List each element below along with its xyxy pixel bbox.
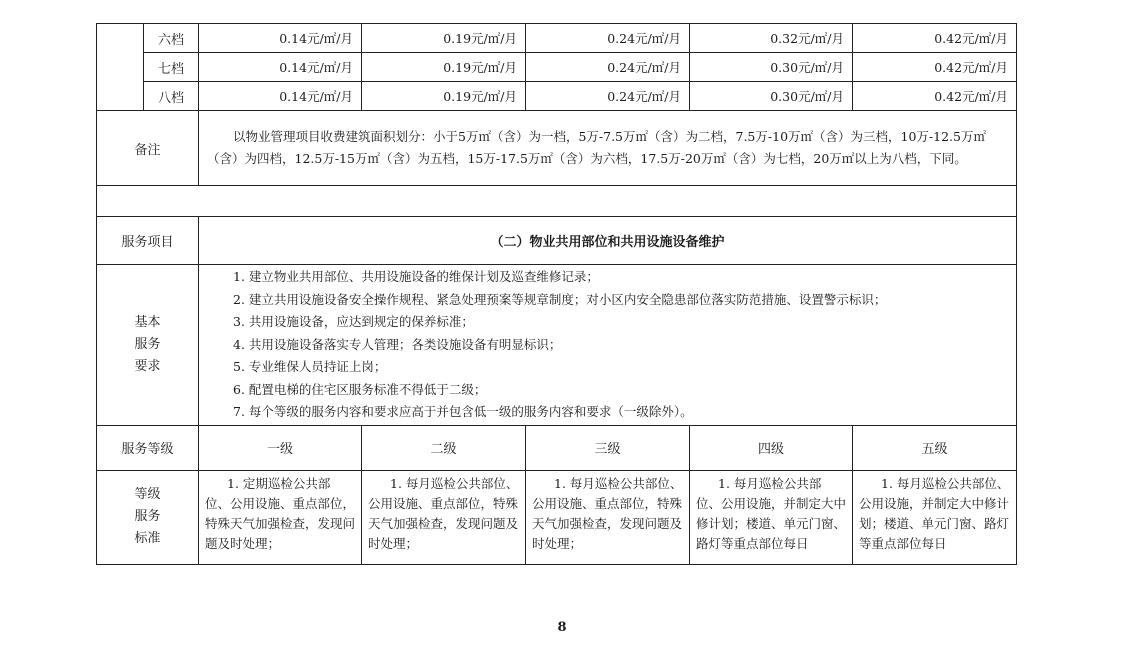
basic-requirements-list — [199, 265, 1017, 426]
label-line: 服务 — [134, 509, 161, 524]
label-line: 基本 — [134, 314, 161, 330]
level-standard-cell — [199, 470, 362, 564]
service-level-label: 服务等级 — [97, 425, 199, 470]
service-item-label: 服务项目 — [97, 217, 199, 265]
label-line: 等级 — [134, 487, 161, 502]
level-standard-cell — [690, 470, 853, 564]
remark-row — [97, 111, 1017, 186]
fee-value: 0.19元/㎡/月 — [362, 82, 526, 111]
fee-row — [97, 24, 1017, 53]
fee-row — [97, 82, 1017, 111]
level-header: 五级 — [853, 425, 1017, 470]
fee-value: 0.42元/㎡/月 — [853, 53, 1017, 82]
fee-value: 0.24元/㎡/月 — [526, 82, 690, 111]
fee-value: 0.14元/㎡/月 — [199, 53, 362, 82]
fee-value: 0.30元/㎡/月 — [690, 82, 853, 111]
fee-value: 0.24元/㎡/月 — [526, 53, 690, 82]
blank-row — [97, 186, 1017, 217]
requirement-item: 4. 共用设施设备落实专人管理；各类设施设备有明显标识； — [233, 336, 562, 352]
fee-value: 0.42元/㎡/月 — [853, 82, 1017, 111]
fee-row — [97, 53, 1017, 82]
level-standard-cell — [853, 470, 1017, 564]
fee-value: 0.30元/㎡/月 — [690, 53, 853, 82]
tier-label: 七档 — [144, 53, 199, 82]
service-item-title: （二）物业共用部位和共用设施设备维护 — [199, 217, 1017, 265]
fee-value: 0.32元/㎡/月 — [690, 24, 853, 53]
fee-value: 0.14元/㎡/月 — [199, 24, 362, 53]
level-standard-cell — [362, 470, 526, 564]
requirement-item: 2. 建立共用设施设备安全操作规程、紧急处理预案等规章制度；对小区内安全隐患部位落实防范措施、设置警示标识； — [233, 291, 887, 307]
label-line: 服务 — [134, 336, 161, 352]
level-standard-text: 1. 每月巡检公共部位、公用设施，并制定大中修计划；楼道、单元门窗、路灯等重点部位每日 — [696, 475, 847, 551]
basic-requirements-row — [97, 265, 1017, 426]
level-standard-text: 1. 每月巡检公共部位、公用设施，并制定大中修计划；楼道、单元门窗、路灯等重点部位每日 — [859, 475, 1010, 551]
tier-label: 八档 — [144, 82, 199, 111]
requirement-item: 7. 每个等级的服务内容和要求应高于并包含低一级的服务内容和要求（一级除外）。 — [233, 404, 693, 419]
level-header: 三级 — [526, 425, 690, 470]
requirement-item: 6. 配置电梯的住宅区服务标准不得低于二级； — [233, 381, 487, 397]
fee-value: 0.24元/㎡/月 — [526, 24, 690, 53]
blank-cell — [97, 186, 1017, 217]
tier-label: 六档 — [144, 24, 199, 53]
requirement-item: 3. 共用设施设备，应达到规定的保养标准； — [233, 314, 474, 329]
level-standard-text: 1. 每月巡检公共部位、公用设施、重点部位，特殊天气加强检查，发现问题及时处理； — [368, 475, 519, 551]
label-line: 标准 — [134, 531, 161, 546]
level-header: 二级 — [362, 425, 526, 470]
service-standard-table — [96, 23, 1017, 565]
requirement-item: 5. 专业维保人员持证上岗； — [233, 359, 387, 374]
level-standards-row — [97, 470, 1017, 564]
label-line: 要求 — [134, 358, 161, 374]
page-number: 8 — [557, 620, 567, 635]
basic-requirements-label — [97, 265, 199, 426]
remark-text-cell — [199, 111, 1017, 186]
level-standard-text: 1. 定期巡检公共部位、公用设施、重点部位，特殊天气加强检查，发现问题及时处理； — [205, 475, 356, 551]
fee-value: 0.19元/㎡/月 — [362, 24, 526, 53]
level-header: 一级 — [199, 425, 362, 470]
remark-label: 备注 — [97, 111, 199, 186]
remark-text: 以物业管理项目收费建筑面积划分：小于5万㎡（含）为一档，5万-7.5万㎡（含）为二档，7.5万-10万㎡（含）为三档，10万-12.5万㎡（含）为四档，12.5万-15万㎡（含）为五档，15万-17.5万㎡（含）为六档，17.5万-20万㎡（含）为七档，20万㎡以上为八档，下同。 — [207, 129, 986, 166]
level-standard-cell — [526, 470, 690, 564]
fee-category-cell — [97, 24, 144, 111]
level-standards-label — [97, 470, 199, 564]
level-standard-text: 1. 每月巡检公共部位、公用设施、重点部位，特殊天气加强检查，发现问题及时处理； — [532, 475, 683, 551]
level-header: 四级 — [690, 425, 853, 470]
fee-value: 0.19元/㎡/月 — [362, 53, 526, 82]
fee-value: 0.42元/㎡/月 — [853, 24, 1017, 53]
service-item-row — [97, 217, 1017, 265]
service-level-row — [97, 425, 1017, 470]
fee-value: 0.14元/㎡/月 — [199, 82, 362, 111]
requirement-item: 1. 建立物业共用部位、共用设施设备的维保计划及巡查维修记录； — [233, 269, 599, 284]
